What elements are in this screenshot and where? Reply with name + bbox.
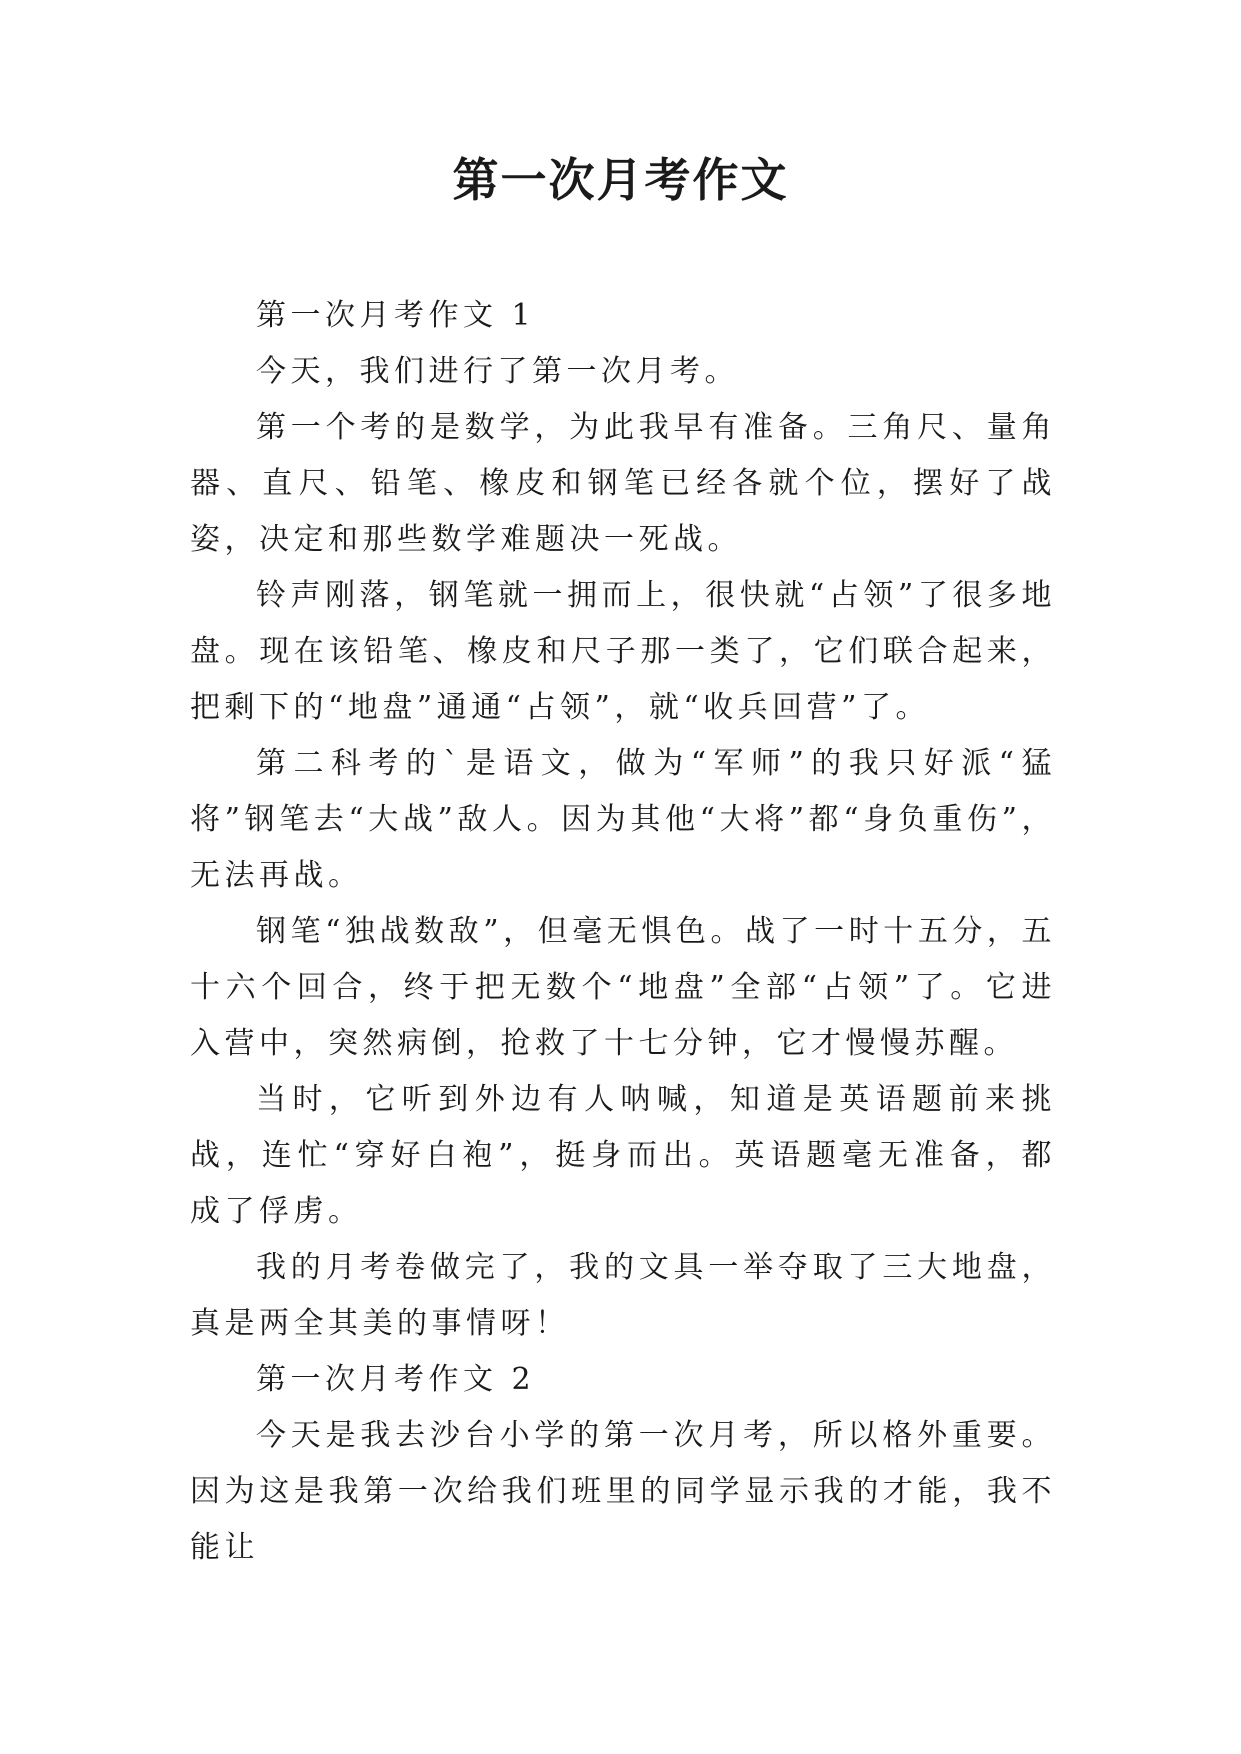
paragraph: 铃声刚落，钢笔就一拥而上，很快就“占领”了很多地盘。现在该铅笔、橡皮和尺子那一类了，它们联合起来，把剩下的“地盘”通通“占领”，就“收兵回营”了。 — [190, 578, 1056, 725]
page-title: 第一次月考作文 — [452, 153, 789, 207]
paragraph: 当时，它听到外边有人呐喊，知道是英语题前来挑战，连忙“穿好白袍”，挺身而出。英语题毫无准备，都成了俘虏。 — [190, 1082, 1056, 1229]
paragraph: 第一个考的是数学，为此我早有准备。三角尺、量角器、直尺、铅笔、橡皮和钢笔已经各就个位，摆好了战姿，决定和那些数学难题决一死战。 — [190, 410, 1056, 557]
paragraph: 今天，我们进行了第一次月考。 — [256, 354, 739, 389]
paragraph: 今天是我去沙台小学的第一次月考，所以格外重要。因为这是我第一次给我们班里的同学显示我的才能，我不能让 — [190, 1418, 1056, 1565]
paragraph: 我的月考卷做完了，我的文具一举夺取了三大地盘，真是两全其美的事情呀！ — [190, 1250, 1056, 1341]
section-heading: 第一次月考作文 2 — [256, 1362, 536, 1397]
paragraph: 第二科考的`是语文，做为“军师”的我只好派“猛将”钢笔去“大战”敌人。因为其他“大将”都“身负重伤”，无法再战。 — [190, 746, 1056, 893]
document-body — [190, 288, 1056, 1576]
paragraph: 钢笔“独战数敌”，但毫无惧色。战了一时十五分，五十六个回合，终于把无数个“地盘”全部“占领”了。它进入营中，突然病倒，抢救了十七分钟，它才慢慢苏醒。 — [190, 914, 1056, 1061]
section-heading: 第一次月考作文 1 — [256, 298, 536, 333]
